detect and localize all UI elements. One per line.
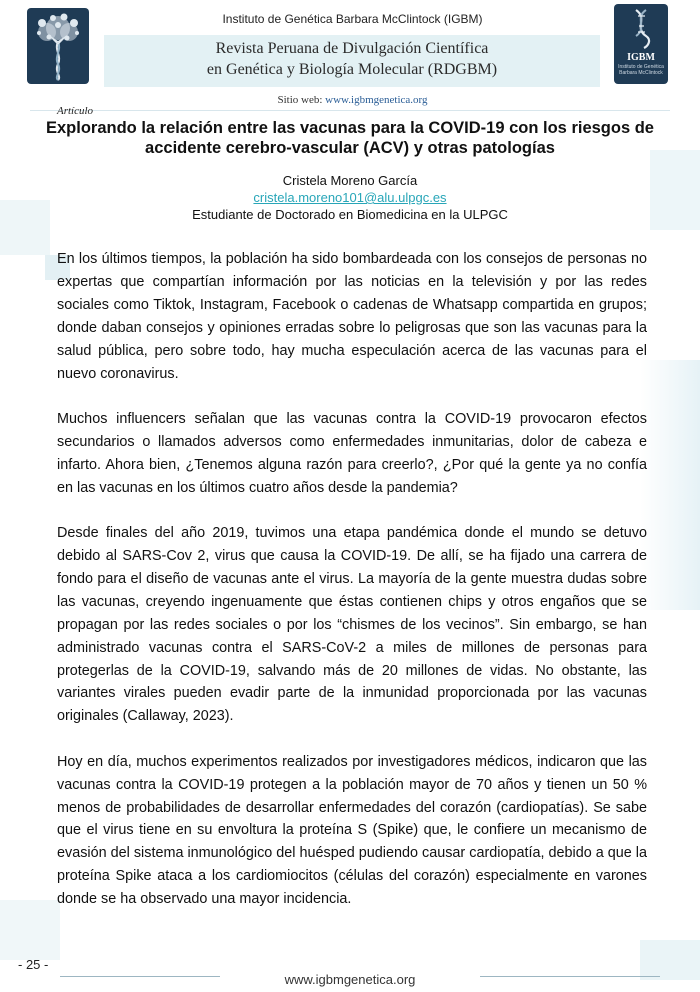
author-email-link[interactable]: cristela.moreno101@alu.ulpgc.es [253,190,447,205]
header-divider [30,110,670,111]
section-label: Artículo [57,105,94,117]
website-link[interactable]: www.igbmgenetica.org [325,94,428,106]
igbm-logo [614,4,668,84]
journal-title [104,38,600,80]
background-square [650,150,700,230]
website-line [100,94,605,106]
journal-title-line1: Revista Peruana de Divulgación Científica [215,40,489,57]
website-label: Sitio web: [277,94,326,106]
author-affiliation: Estudiante de Doctorado en Biomedicina en la ULPGC [192,207,508,222]
paragraph: Hoy en día, muchos experimentos realizados por investigadores médicos, indicaron que las vacunas contra la COVID-19 protegen a la población mayor de 70 años y tienen un 50 % menos de probabilidades de desarrollar enfermedades del corazón (cardiopatías). Se sabe que el virus tiene en su envoltura la proteína S (Spike) que, le confiere un mecanismo de evasión del sistema inmunológico del huésped pudiendo causar cardiopatía, debido a que la proteína Spike ataca a los cardiomiocitos (células del corazón) especialmente en varones donde se ha observado una mayor incidencia. [57,753,647,908]
background-square [0,200,50,255]
footer-website-link[interactable]: www.igbmgenetica.org [220,972,480,987]
article-body [57,248,647,934]
logo-text: IGBM [627,52,655,63]
dna-helix-icon [614,4,668,52]
page-number: - 25 - [18,957,49,972]
journal-title-line2: en Genética y Biología Molecular (RDGBM) [206,61,498,78]
background-square [640,940,700,980]
background-square [0,900,60,960]
author-name: Cristela Moreno García [282,173,418,188]
paragraph: Muchos influencers señalan que las vacunas contra la COVID-19 provocaron efectos secundarios o llamados adversos como enfermedades inmunitarias, dolor de cabeza e infarto. Ahora bien, ¿Tenemos alguna razón para creerlo?, ¿Por qué la gente ya no confía en las vacunas en los últimos cuatro años desde la pandemia? [57,410,647,496]
logo-subtext: Instituto de Genética Barbara McClintock [618,64,664,76]
tree-dna-logo-icon [27,8,89,84]
background-square [640,360,700,610]
institute-name: Instituto de Genética Barbara McClintock (IGBM) [222,12,483,26]
article-title: Explorando la relación entre las vacunas para la COVID-19 con los riesgos de accidente cerebro-vascular (ACV) y otras patologías [46,119,654,157]
paragraph: En los últimos tiempos, la población ha sido bombardeada con los consejos de personas no expertas que compartían información por las noticias en la televisión y por las redes sociales como Tiktok, Instagram, Facebook o cadenas de Whatsapp compartida en grupos; donde daban consejos y opiniones erradas sobre lo peligrosas que son las vacunas para la salud pública, pero sobre todo, hay mucha especulación acerca de las vacunas para el nuevo coronavirus. [57,251,647,382]
paragraph: Desde finales del año 2019, tuvimos una etapa pandémica donde el mundo se detuvo debido al SARS-Cov 2, virus que causa la COVID-19. De allí, se ha fijado una carrera de fondo para el diseño de vacunas ante el virus. La mayoría de la gente muestra dudas sobre las vacunas, creyendo ingenuamente que éstas contienen chips y otros engaños que se propagan por las redes sociales o por los “chismes de los vecinos”. Sin embargo, se han administrado vacunas contra el SARS-CoV-2 a miles de millones de personas para protegerlas de la COVID-19, salvando más de 20 millones de vidas. No obstante, las variantes virales pueden evadir parte de la inmunidad proporcionada por las vacunas originales (Callaway, 2023). [57,525,647,725]
